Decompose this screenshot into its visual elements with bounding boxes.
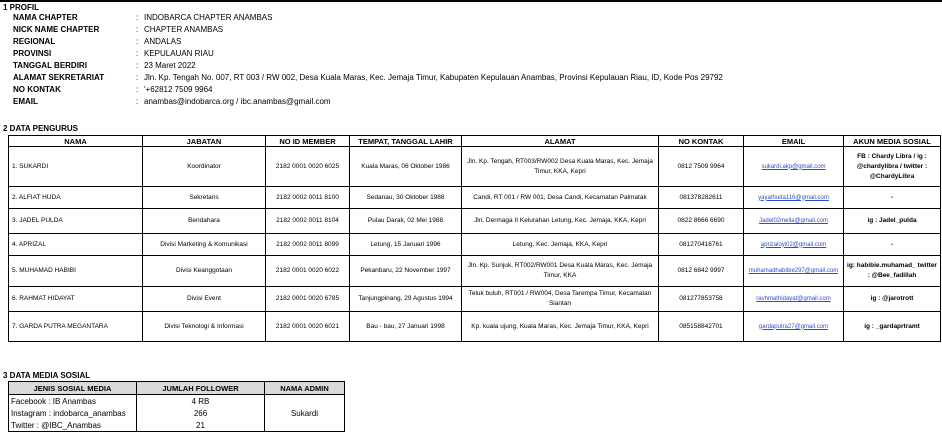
member-alamat: Jln. Kp. Tengah, RT003/RW002 Desa Kuala Maras, Kec. Jemaja Timur, KKA, Kepri: [462, 147, 659, 187]
member-jabatan: Koordinator: [143, 147, 266, 187]
table-row: [9, 234, 941, 256]
sosmed-jenis: Instagram : indobarca_anambas: [9, 407, 137, 419]
col-header-follower: JUMLAH FOLLOWER: [137, 382, 265, 395]
profile-value: ANDALAS: [144, 37, 182, 46]
profile-value: '+62812 7509 9964: [144, 85, 213, 94]
section-title-pengurus: 2 DATA PENGURUS: [3, 124, 78, 133]
member-jabatan: Divisi Event: [143, 287, 266, 312]
member-jabatan: Divisi Teknologi & Informasi: [143, 312, 266, 342]
profile-label: REGIONAL: [13, 37, 56, 46]
col-header-akun: AKUN MEDIA SOSIAL: [844, 136, 941, 147]
member-kontak: 081378282611: [659, 187, 744, 209]
member-id: 2182 0001 0020 6021: [266, 312, 350, 342]
table-row: [9, 147, 941, 187]
col-header-id-member: NO ID MEMBER: [266, 136, 350, 147]
email-link[interactable]: aprizaloyi02@gmail.com: [760, 241, 827, 248]
profile-label: ALAMAT SEKRETARIAT: [13, 73, 105, 82]
member-name: 5. MUHAMAD HABIBI: [9, 256, 143, 287]
member-alamat: Jln. Kp. Sunjuk, RT002/RW001 Desa Kuala Maras, Kec. Jemaja Timur, KKA: [462, 256, 659, 287]
member-name: 6. RAHMAT HIDAYAT: [9, 287, 143, 312]
member-email: [744, 234, 844, 256]
col-header-jabatan: JABATAN: [143, 136, 266, 147]
member-akun: ig : @jarotrott: [844, 287, 941, 312]
col-header-kontak: NO KONTAK: [659, 136, 744, 147]
pengurus-body: [9, 147, 941, 342]
member-jabatan: Divisi Keanggotaan: [143, 256, 266, 287]
member-kontak: 0812 7509 9964: [659, 147, 744, 187]
profile-label: NICK NAME CHAPTER: [13, 25, 100, 34]
member-akun: FB : Chardy Libra / ig : @chardylibra / twitter : @ChardyLibra: [844, 147, 941, 187]
profile-colon: :: [136, 97, 139, 106]
profile-colon: :: [136, 25, 139, 34]
profile-label: EMAIL: [13, 97, 38, 106]
sosmed-follower: 4 RB: [137, 395, 265, 408]
col-header-email: EMAIL: [744, 136, 844, 147]
member-ttl: Pulau Darak, 02 Mei 1988: [350, 209, 462, 234]
email-link[interactable]: gardaputra27@gmail.com: [758, 323, 829, 330]
col-header-ttl: TEMPAT, TANGGAL LAHIR: [350, 136, 462, 147]
member-name: 1. SUKARDI: [9, 147, 143, 187]
member-email: [744, 187, 844, 209]
member-alamat: Kp. kuala ujung, Kuala Maras, Kec. Jemaja Timur, KKA, Kepri: [462, 312, 659, 342]
profile-value: Jln. Kp. Tengah No. 007, RT 003 / RW 002, Desa Kuala Maras, Kec. Jemaja Timur, Kabupaten Kepulauan Anambas, Provinsi Kepulauan Riau, ID, Kode Pos 29792: [144, 73, 723, 82]
member-ttl: Letung, 15 Januari 1996: [350, 234, 462, 256]
profile-value: CHAPTER ANAMBAS: [144, 25, 224, 34]
member-email: [744, 287, 844, 312]
table-row: [9, 209, 941, 234]
sosmed-row: [9, 395, 345, 408]
member-kontak: 085158842701: [659, 312, 744, 342]
profile-colon: :: [136, 49, 139, 58]
member-alamat: Candi, RT 001 / RW 001, Desa Candi, Kecamatan Palmatak: [462, 187, 659, 209]
member-akun: -: [844, 187, 941, 209]
col-header-admin: NAMA ADMIN: [265, 382, 345, 395]
profile-value: anambas@indobarca.org / ibc.anambas@gmail.com: [144, 97, 331, 106]
sosmed-follower: 21: [137, 419, 265, 432]
member-alamat: Jln. Dermaga II Kelurahan Letung, Kec. Jemaja, KKA, Kepri: [462, 209, 659, 234]
email-link[interactable]: ravhmathidayat@gmail.com: [756, 296, 831, 302]
top-border: [0, 0, 942, 2]
table-row: [9, 312, 941, 342]
member-kontak: 081270416761: [659, 234, 744, 256]
member-email: [744, 147, 844, 187]
member-id: 2182 0001 0020 6785: [266, 287, 350, 312]
col-header-jenis: JENIS SOSIAL MEDIA: [9, 382, 137, 395]
section-title-sosmed: 3 DATA MEDIA SOSIAL: [3, 371, 91, 380]
member-id: 2182 0001 0020 6025: [266, 147, 350, 187]
member-jabatan: Divisi Marketing & Komunikasi: [143, 234, 266, 256]
member-kontak: 0822 8666 6690: [659, 209, 744, 234]
member-name: 4. APRIZAL: [9, 234, 143, 256]
profile-label: PROVINSI: [13, 49, 52, 58]
sosmed-jenis: Twitter : @IBC_Anambas: [9, 419, 137, 432]
table-row: [9, 256, 941, 287]
member-email: [744, 209, 844, 234]
profile-label: NAMA CHAPTER: [13, 13, 78, 22]
profile-label: TANGGAL BERDIRI: [13, 61, 87, 70]
member-alamat: Teluk buluh, RT001 / RW004, Desa Tarempa Timur, Kecamatan Siantan: [462, 287, 659, 312]
profile-value: KEPULAUAN RIAU: [144, 49, 214, 58]
email-link[interactable]: muhamadhabibie297@gmail.com: [748, 268, 839, 274]
member-name: 2. ALFIAT HUDA: [9, 187, 143, 209]
member-ttl: Pekanbaru, 22 November 1997: [350, 256, 462, 287]
member-ttl: Kuala Maras, 06 Oktober 1986: [350, 147, 462, 187]
member-name: 3. JADEL PULDA: [9, 209, 143, 234]
member-alamat: Letung, Kec. Jemaja, KKA, Kepri: [462, 234, 659, 256]
member-id: 2182 0002 0011 8099: [266, 234, 350, 256]
member-akun: ig : _gardaprtramt: [844, 312, 941, 342]
profile-value: 23 Maret 2022: [144, 61, 196, 70]
member-akun: -: [844, 234, 941, 256]
member-id: 2182 0002 0011 8100: [266, 187, 350, 209]
member-kontak: 0812 6842 9997: [659, 256, 744, 287]
member-jabatan: Sekretaris: [143, 187, 266, 209]
profile-label: NO KONTAK: [13, 85, 61, 94]
pengurus-header-row: [9, 136, 941, 147]
sosmed-table: [8, 381, 345, 432]
profile-colon: :: [136, 61, 139, 70]
member-email: [744, 312, 844, 342]
col-header-nama: NAMA: [9, 136, 143, 147]
member-kontak: 081277853758: [659, 287, 744, 312]
table-row: [9, 287, 941, 312]
profile-colon: :: [136, 73, 139, 82]
member-akun: ig : Jadel_pulda: [844, 209, 941, 234]
member-email: [744, 256, 844, 287]
email-link[interactable]: sukardi.akp@gmail.com: [761, 163, 826, 170]
member-name: 7. GARDA PUTRA MEGANTARA: [9, 312, 143, 342]
member-akun: ig: habibie.muhamad_ twitter : @Bee_fadillah: [844, 256, 941, 287]
section-title-profil: 1 PROFIL: [3, 3, 40, 12]
email-link[interactable]: Jadel02mella@gmail.com: [759, 218, 828, 224]
sosmed-header-row: [9, 382, 345, 395]
sosmed-admin: Sukardi: [265, 395, 345, 432]
member-ttl: Bau - bau, 27 Januari 1998: [350, 312, 462, 342]
profile-colon: :: [136, 37, 139, 46]
email-link[interactable]: yayathuda116@gmail.com: [758, 194, 829, 201]
member-id: 2182 0002 0011 8104: [266, 209, 350, 234]
sosmed-jenis: Facebook : IB Anambas: [9, 395, 137, 408]
table-row: [9, 187, 941, 209]
sosmed-follower: 266: [137, 407, 265, 419]
pengurus-table: [8, 135, 941, 342]
member-ttl: Tanjungpinang, 29 Agustus 1994: [350, 287, 462, 312]
member-id: 2182 0001 0020 6022: [266, 256, 350, 287]
profile-colon: :: [136, 13, 139, 22]
member-ttl: Sedanau, 30 Oktober 1988: [350, 187, 462, 209]
col-header-alamat: ALAMAT: [462, 136, 659, 147]
profile-value: INDOBARCA CHAPTER ANAMBAS: [144, 13, 273, 22]
member-jabatan: Bendahara: [143, 209, 266, 234]
profile-colon: :: [136, 85, 139, 94]
